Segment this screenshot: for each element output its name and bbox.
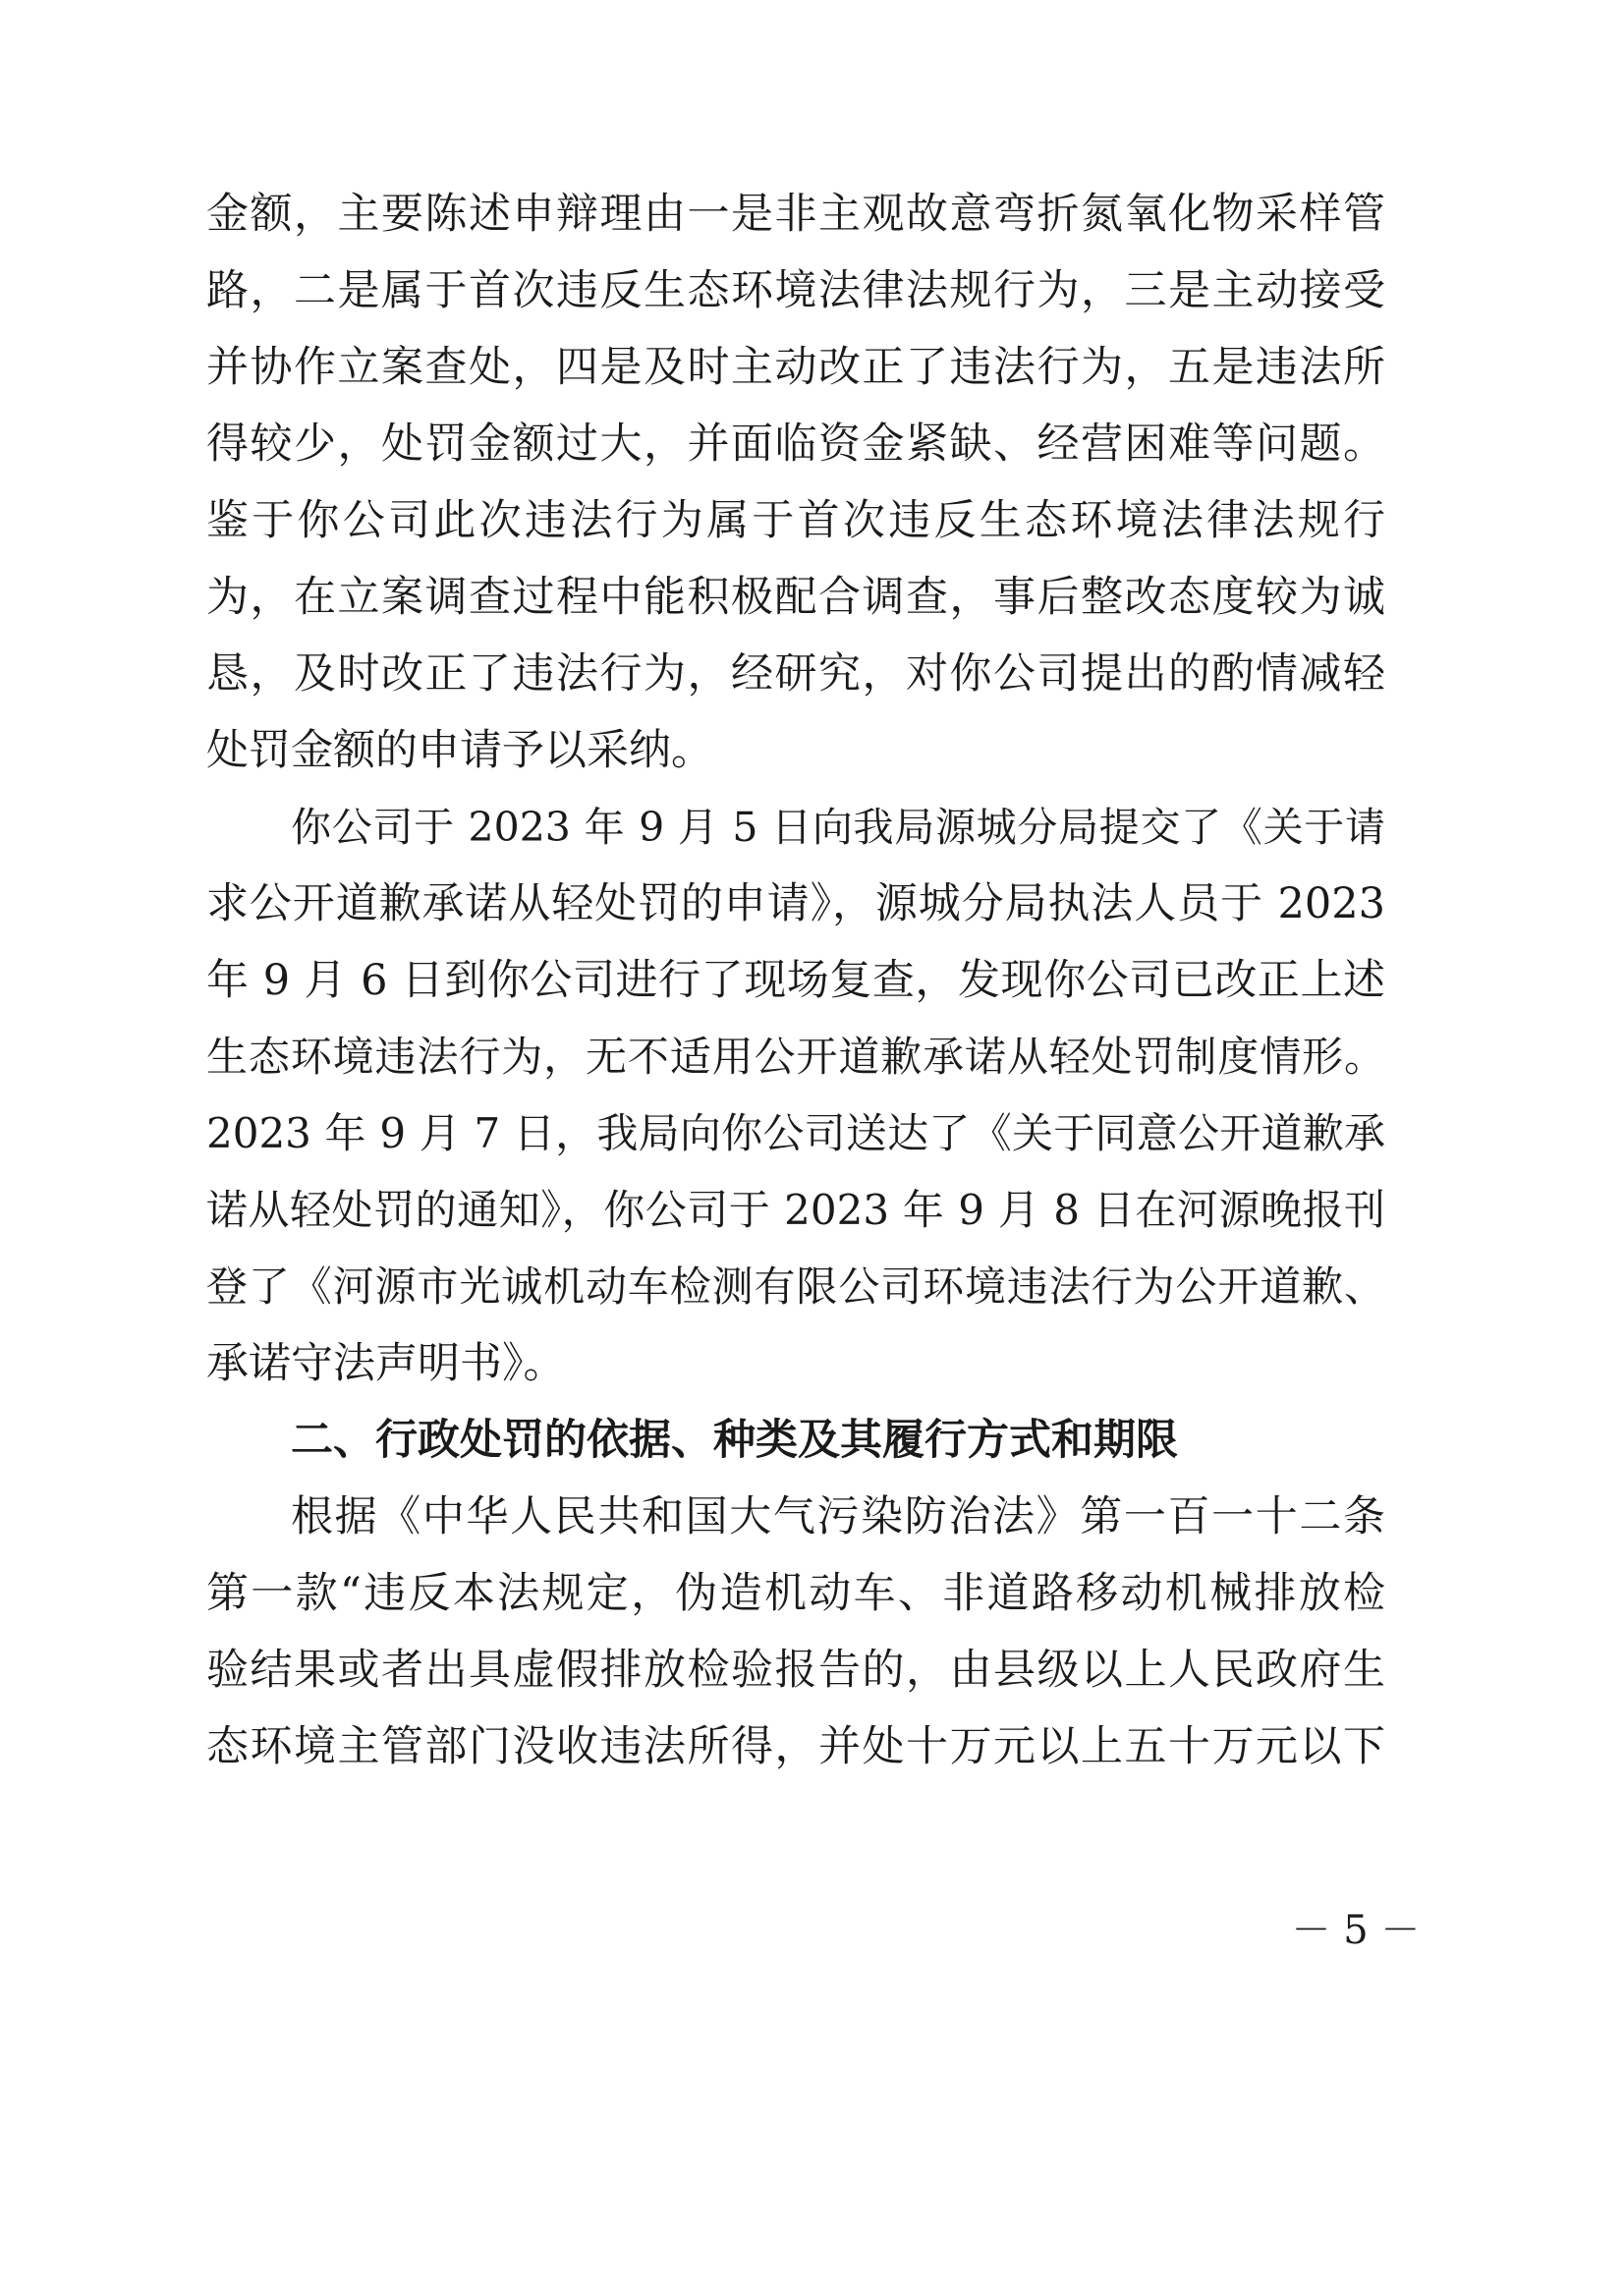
body-text-line: 登了《河源市光诚机动车检测有限公司环境违法行为公开道歉、 bbox=[206, 1262, 1385, 1311]
body-text-line: 恳，及时改正了违法行为，经研究，对你公司提出的酌情减轻 bbox=[206, 649, 1385, 699]
body-text-line: 你公司于 2023 年 9 月 5 日向我局源城分局提交了《关于请 bbox=[291, 804, 1385, 851]
body-text-line: 为，在立案调查过程中能积极配合调查，事后整改态度较为诚 bbox=[206, 573, 1385, 622]
section-heading: 二、行政处罚的依据、种类及其履行方式和期限 bbox=[291, 1416, 1178, 1465]
body-text-line: 年 9 月 6 日到你公司进行了现场复查，发现你公司已改正上述 bbox=[206, 956, 1385, 1005]
body-text-line: 承诺守法声明书》。 bbox=[206, 1339, 566, 1388]
body-text-line: 鉴于你公司此次违法行为属于首次违反生态环境法律法规行 bbox=[206, 496, 1385, 545]
page-number: － 5 － bbox=[1291, 1908, 1421, 1953]
body-text-line: 验结果或者出具虚假排放检验报告的，由县级以上人民政府生 bbox=[206, 1646, 1385, 1695]
body-text-line: 第一款“违反本法规定，伪造机动车、非道路移动机械排放检 bbox=[206, 1569, 1385, 1618]
body-text-line: 根据《中华人民共和国大气污染防治法》第一百一十二条 bbox=[291, 1492, 1385, 1541]
body-text-line: 诺从轻处罚的通知》，你公司于 2023 年 9 月 8 日在河源晚报刊 bbox=[206, 1186, 1385, 1234]
body-text-line: 2023 年 9 月 7 日，我局向你公司送达了《关于同意公开道歉承 bbox=[206, 1109, 1385, 1157]
body-text-line: 金额，主要陈述申辩理由一是非主观故意弯折氮氧化物采样管 bbox=[206, 190, 1385, 239]
body-text-line: 求公开道歉承诺从轻处罚的申请》，源城分局执法人员于 2023 bbox=[206, 879, 1385, 928]
body-text-line: 路，二是属于首次违反生态环境法律法规行为，三是主动接受 bbox=[206, 266, 1385, 315]
body-text-line: 并协作立案查处，四是及时主动改正了违法行为，五是违法所 bbox=[206, 343, 1385, 392]
body-text-line: 态环境主管部门没收违法所得，并处十万元以上五十万元以下 bbox=[206, 1722, 1385, 1771]
body-text-line: 处罚金额的申请予以采纳。 bbox=[206, 726, 713, 775]
body-text-line: 得较少，处罚金额过大，并面临资金紧缺、经营困难等问题。 bbox=[206, 420, 1385, 469]
body-text-line: 生态环境违法行为，无不适用公开道歉承诺从轻处罚制度情形。 bbox=[206, 1033, 1385, 1081]
